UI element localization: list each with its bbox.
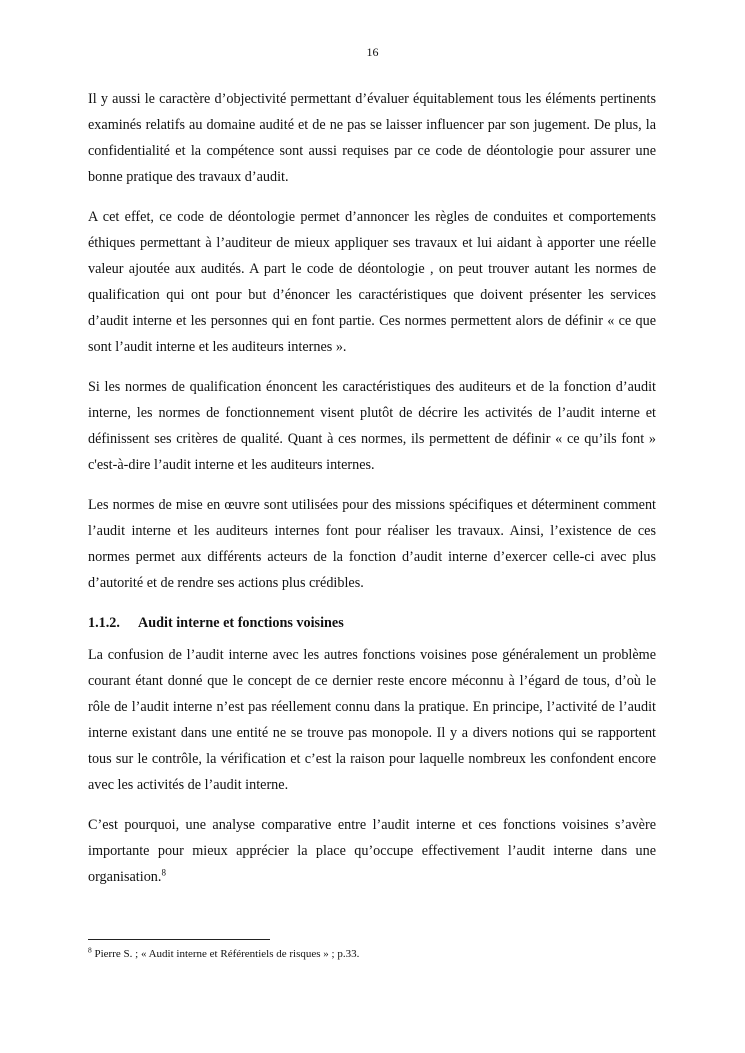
paragraph-objectivity: Il y aussi le caractère d’objectivité permettant d’évaluer équitablement tous les éléments pertinents examinés relatifs au domaine audité et de ne pas se laisser influencer par son jugement. De plus, la confidentialité et la compétence sont aussi requises par ce code de déontologie pour assurer une bonne pratique des travaux d’audit. bbox=[88, 91, 656, 185]
section-number: 1.1.2. bbox=[88, 615, 120, 631]
paragraph-implementation-norms: Les normes de mise en œuvre sont utilisées pour des missions spécifiques et déterminent comment l’audit interne et les auditeurs internes font pour réaliser les travaux. Ainsi, l’existence de ces normes permet aux différents acteurs de la fonction d’audit interne d’exercer celle-ci avec plus d’autorité et de rendre ses actions plus crédibles. bbox=[88, 497, 656, 591]
footnote-reference[interactable]: 8 bbox=[161, 867, 166, 878]
footnote bbox=[88, 947, 656, 962]
document-body bbox=[88, 86, 656, 904]
footnote-marker: 8 bbox=[88, 945, 92, 955]
section-title: Audit interne et fonctions voisines bbox=[138, 615, 344, 631]
paragraph-confusion: La confusion de l’audit interne avec les autres fonctions voisines pose généralement un problème courant étant donné que le concept de ce dernier reste encore méconnu à l’égard de tous, d’où le rôle de l’audit interne n’est pas réellement connu dans la pratique. En principe, l’activité de l’audit interne existant dans une entité ne se trouve pas monopole. Il y a divers notions qui se rapportent tous sur le contrôle, la vérification et c’est la raison pour laquelle nombreux les confondent encore avec les activités de l’audit interne. bbox=[88, 647, 656, 793]
paragraph-code-of-ethics: A cet effet, ce code de déontologie permet d’annoncer les règles de conduites et comportements éthiques permettant à l’auditeur de mieux appliquer ses travaux et lui aidant à apporter une réelle valeur ajoutée aux audités. A part le code de déontologie , on peut trouver autant les normes de qualification qui ont pour but d’énoncer les caractéristiques que doivent présenter les services d’audit interne et les personnes qui en font partie. Ces normes permettent alors de définir « ce que sont l’audit interne et les auditeurs internes ». bbox=[88, 209, 656, 355]
paragraph-qualification-norms: Si les normes de qualification énoncent les caractéristiques des auditeurs et de la fonction d’audit interne, les normes de fonctionnement visent plutôt de décrire les activités de l’audit interne et définissent ses critères de qualité. Quant à ces normes, ils permettent de définir « ce qu’ils font » c'est-à-dire l’audit interne et les auditeurs internes. bbox=[88, 379, 656, 473]
paragraph-comparative-analysis-text: C’est pourquoi, une analyse comparative entre l’audit interne et ces fonctions voisines s’avère importante pour mieux apprécier la place qu’occupe effectivement l’audit interne dans une organisation. bbox=[88, 817, 656, 885]
footnote-text: Pierre S. ; « Audit interne et Référentiels de risques » ; p.33. bbox=[91, 948, 360, 960]
section-heading bbox=[88, 610, 656, 636]
page-number: 16 bbox=[366, 45, 379, 59]
paragraph-comparative-analysis bbox=[88, 812, 656, 890]
footnote-divider bbox=[88, 939, 270, 940]
